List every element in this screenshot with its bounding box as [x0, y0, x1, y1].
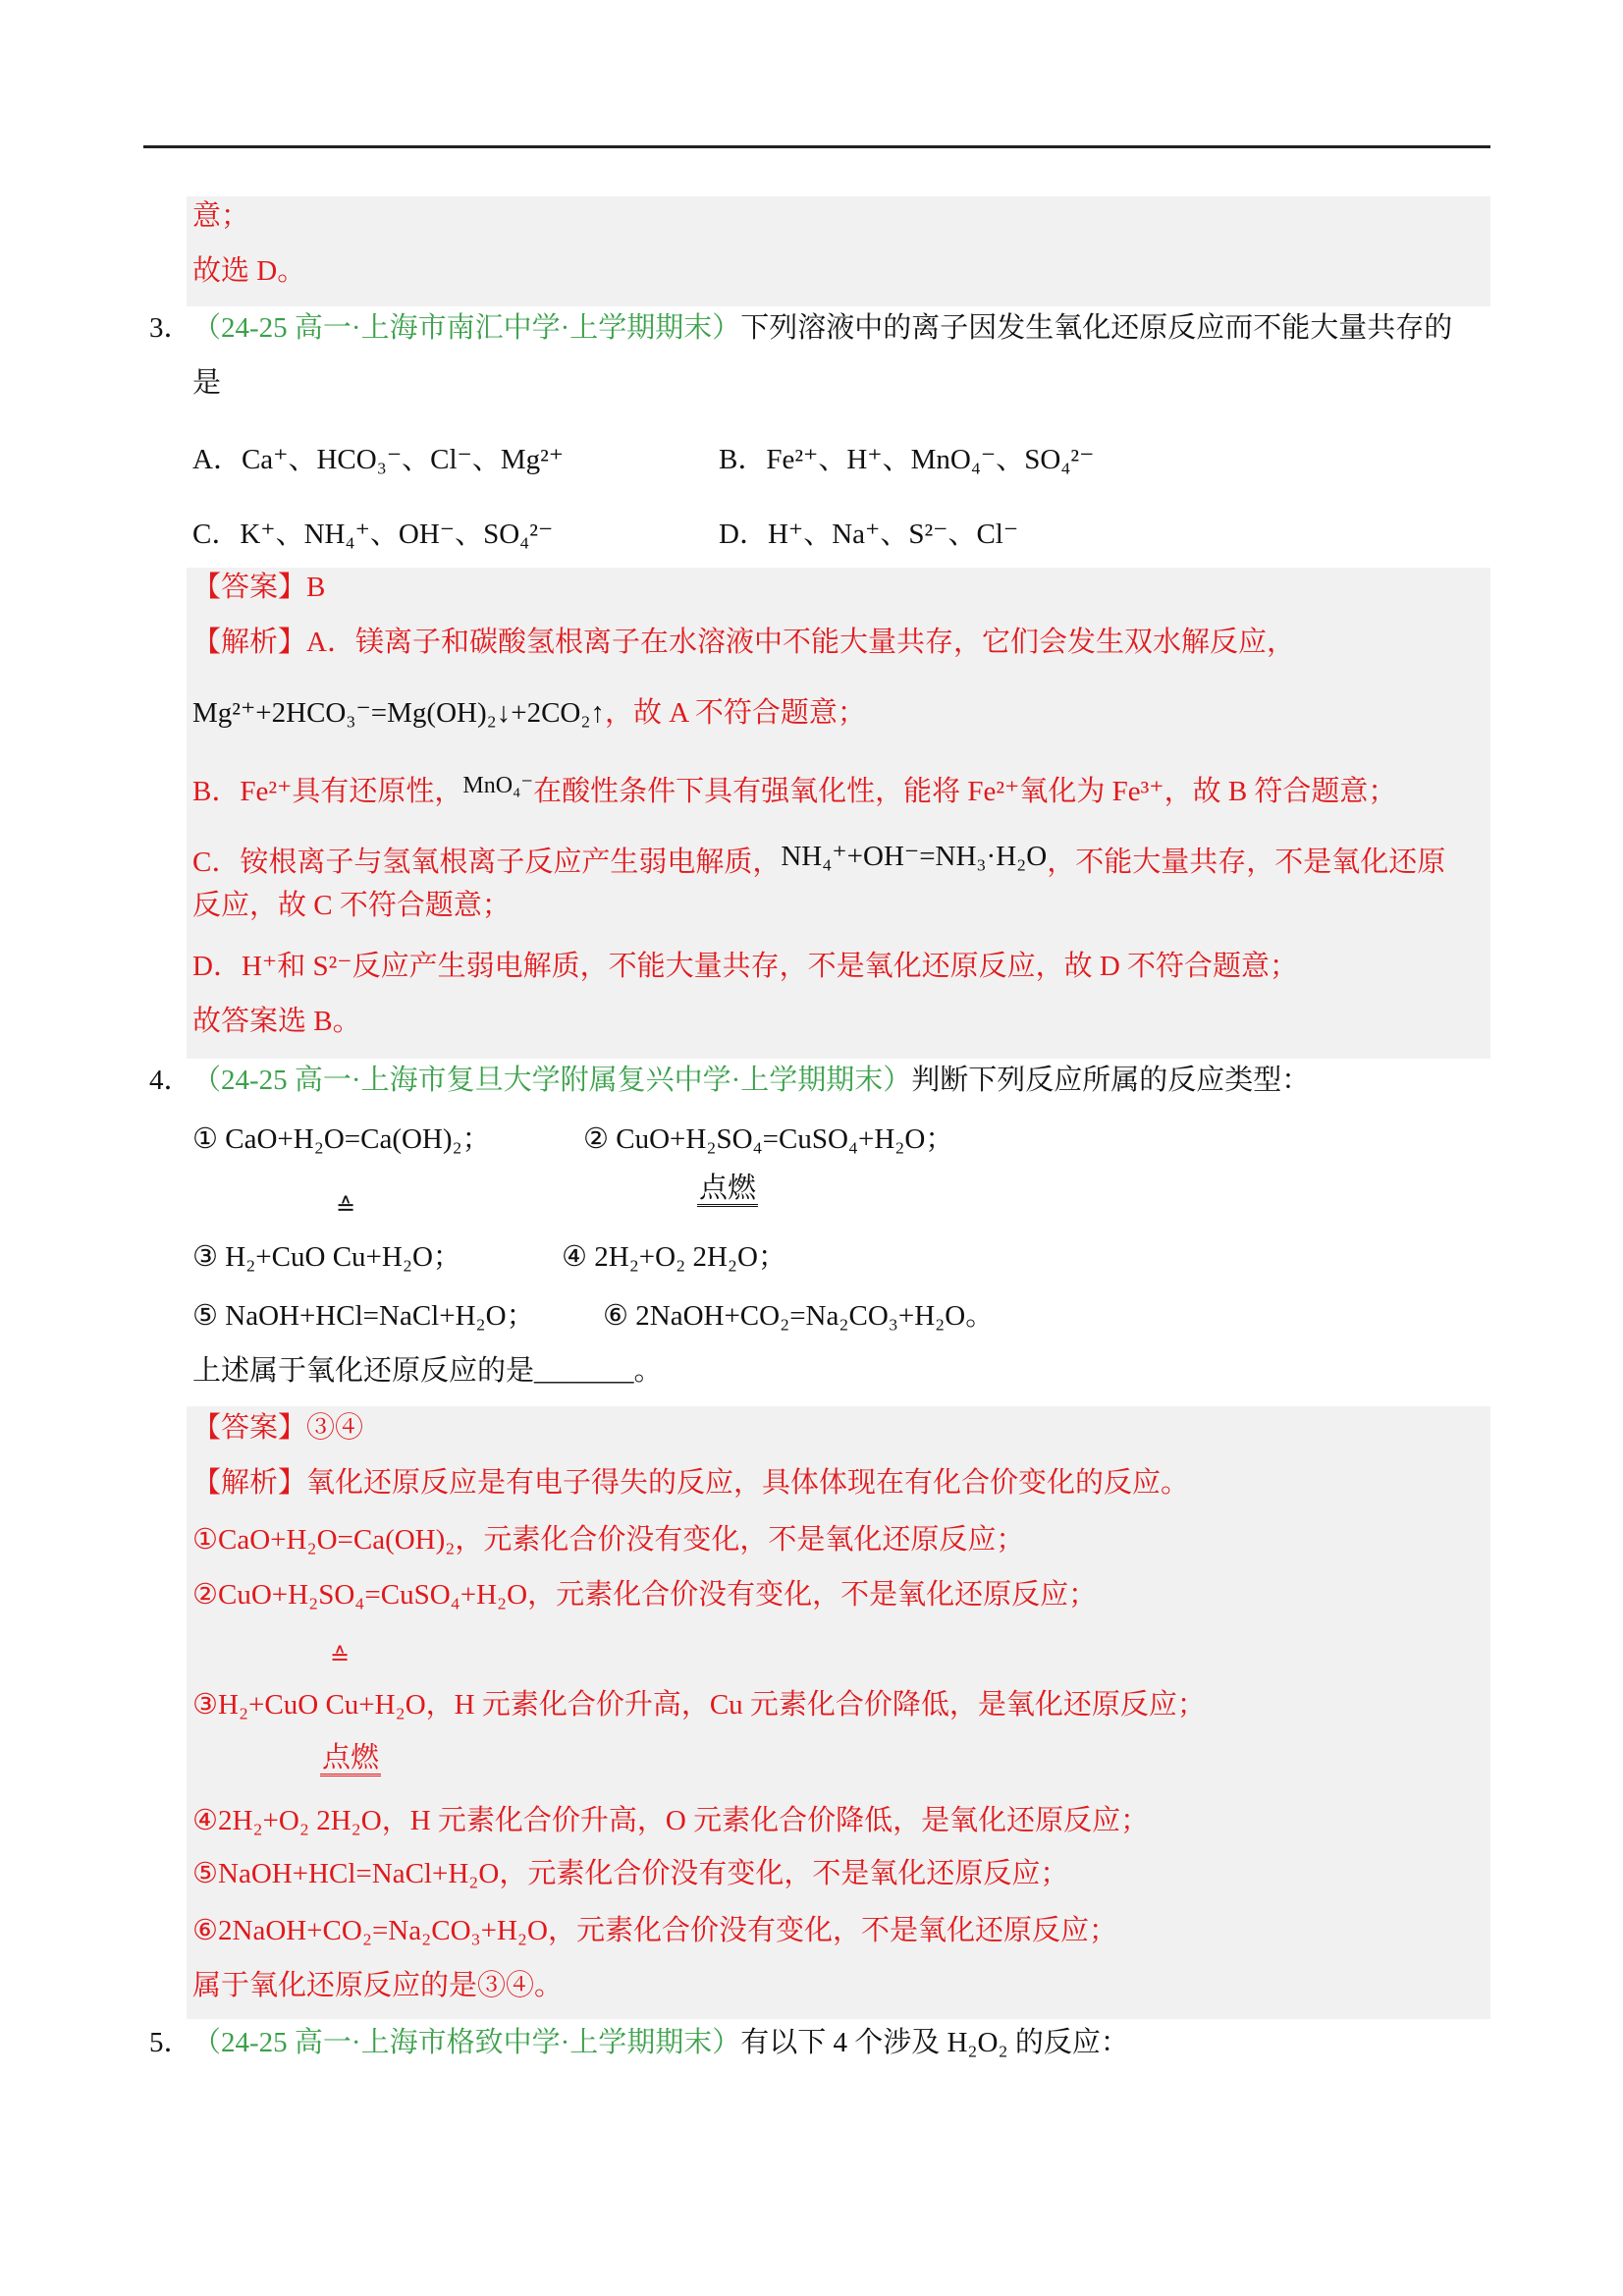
q3-analysis-b-pre: B．Fe²⁺具有还原性， [192, 776, 463, 807]
q3-analysis-a-tail: ，故 A 不符合题意； [605, 697, 866, 729]
q4-reaction-1: ① CaO+H₂O=Ca(OH)₂； [192, 1123, 491, 1155]
q4-blank-question: 上述属于氧化还原反应的是_______。 [192, 1355, 663, 1387]
q3-stem-text: 下列溶液中的离子因发生氧化还原反应而不能大量共存的 [740, 312, 1453, 344]
q3-option-d [719, 517, 1018, 552]
q3-stem [192, 310, 1452, 346]
q3-option-b-label: B． [719, 444, 767, 475]
q3-analysis-c-pre: C．铵根离子与氢氧根离子反应产生弱电解质， [192, 847, 782, 878]
q4-analysis-ignite-condition [320, 1740, 381, 1776]
q3-option-d-text: H⁺、Na⁺、S²⁻、Cl⁻ [767, 519, 1019, 550]
q3-option-d-label: D． [719, 519, 768, 550]
q4-reaction-5: ⑤ NaOH+HCl=NaCl+H₂O； [192, 1300, 535, 1332]
q3-number: 3． [149, 312, 192, 344]
q3-analysis-c-line2: 反应，故 C 不符合题意； [192, 890, 511, 921]
q4-analysis-heat-condition: ≙ [330, 1645, 351, 1670]
q4-answer-value: ③④ [306, 1412, 364, 1444]
q3-analysis-b-ion: MnO₄⁻ [462, 773, 534, 798]
q4-analysis-5: ⑤NaOH+HCl=NaCl+H₂O，元素化合价没有变化，不是氧化还原反应； [192, 1858, 1069, 1889]
q4-answer-label: 【答案】 [192, 1412, 307, 1444]
header-rule [143, 145, 1490, 148]
q3-source: （24-25 高一·上海市南汇中学·上学期期末） [192, 312, 741, 344]
q4-condition-ignite [697, 1171, 758, 1206]
q4-analysis-label: 【解析】 [192, 1467, 307, 1499]
q3-option-c-label: C． [192, 519, 241, 550]
q3-option-c [192, 517, 553, 552]
q4-analysis-3: ③H₂+CuO Cu+H₂O，H 元素化合价升高，Cu 元素化合价降低，是氧化还原反应； [192, 1689, 1206, 1721]
q5-number: 5． [149, 2027, 192, 2058]
q3-analysis-label: 【解析】 [192, 627, 307, 658]
q4-reaction-4: ④ 2H₂+O₂ 2H₂O； [562, 1241, 786, 1273]
q3-analysis-b-post: 在酸性条件下具有强氧化性，能将 Fe²⁺氧化为 Fe³⁺，故 B 符合题意； [533, 776, 1397, 807]
q4-analysis-1: ①CaO+H₂O=Ca(OH)₂，元素化合价没有变化，不是氧化还原反应； [192, 1524, 1025, 1556]
q3-analysis-a [192, 625, 1295, 660]
q3-analysis-c-post: ，不能大量共存，不是氧化还原 [1047, 847, 1446, 878]
q4-analysis-intro-text: 氧化还原反应是有电子得失的反应，具体体现在有化合价变化的反应。 [306, 1467, 1190, 1499]
q4-condition-ignite-text: 点燃 [697, 1173, 758, 1207]
q5-stem [192, 2025, 1129, 2060]
q3-answer [192, 570, 325, 605]
q4-stem-text: 判断下列反应所属的反应类型： [911, 1065, 1311, 1096]
q4-analysis-2: ②CuO+H₂SO₄=CuSO₄+H₂O，元素化合价没有变化，不是氧化还原反应； [192, 1579, 1098, 1611]
q4-source: （24-25 高一·上海市复旦大学附属复兴中学·上学期期末） [192, 1065, 912, 1096]
q3-analysis-b [192, 768, 1396, 809]
prev-line-2: 故选 D。 [192, 255, 306, 287]
q4-reaction-2: ② CuO+H₂SO₄=CuSO₄+H₂O； [583, 1123, 954, 1155]
q4-number: 4． [149, 1065, 192, 1096]
q4-final: 属于氧化还原反应的是③④。 [192, 1970, 564, 2001]
q3-stem-line2: 是 [192, 367, 222, 399]
q3-analysis-a-text: A．镁离子和碳酸氢根离子在水溶液中不能大量共存，它们会发生双水解反应， [306, 627, 1295, 658]
q3-option-a-label: A． [192, 444, 242, 475]
q3-option-b [719, 442, 1094, 477]
q3-analysis-a-eq-line [192, 695, 866, 731]
q3-final: 故答案选 B。 [192, 1006, 361, 1037]
prev-answer-box [187, 196, 1490, 306]
q5-stem-text: 有以下 4 个涉及 H₂O₂ 的反应： [740, 2027, 1129, 2058]
q4-condition-heat: ≙ [336, 1195, 356, 1221]
q4-analysis-ignite-text: 点燃 [320, 1742, 381, 1777]
prev-line-1: 意； [192, 200, 250, 232]
q4-analysis-4: ④2H₂+O₂ 2H₂O，H 元素化合价升高，O 元素化合价降低，是氧化还原反应； [192, 1805, 1150, 1836]
q4-analysis-intro [192, 1465, 1189, 1501]
q4-reaction-6: ⑥ 2NaOH+CO₂=Na₂CO₃+H₂O。 [603, 1300, 995, 1332]
q4-stem [192, 1063, 1310, 1098]
q3-analysis-c [192, 839, 1445, 880]
q3-option-b-text: Fe²⁺、H⁺、MnO₄⁻、SO₄²⁻ [766, 444, 1095, 475]
q3-analysis-d: D．H⁺和 S²⁻反应产生弱电解质，不能大量共存，不是氧化还原反应，故 D 不符合题意； [192, 951, 1299, 982]
q3-option-a-text: Ca⁺、HCO₃⁻、Cl⁻、Mg²⁺ [241, 444, 565, 475]
q3-answer-label: 【答案】 [192, 572, 307, 603]
q3-analysis-c-eq: NH₄⁺+OH⁻=NH₃·H₂O [781, 841, 1048, 872]
q3-option-c-text: K⁺、NH₄⁺、OH⁻、SO₄²⁻ [240, 519, 554, 550]
q4-reaction-3: ③ H₂+CuO Cu+H₂O； [192, 1241, 461, 1273]
q4-analysis-6: ⑥2NaOH+CO₂=Na₂CO₃+H₂O，元素化合价没有变化，不是氧化还原反应； [192, 1915, 1117, 1946]
q3-equation-mg: Mg²⁺+2HCO₃⁻=Mg(OH)₂↓+2CO₂↑ [192, 697, 605, 729]
q5-source: （24-25 高一·上海市格致中学·上学期期末） [192, 2027, 741, 2058]
q4-answer [192, 1410, 363, 1446]
q3-option-a [192, 442, 564, 477]
q3-answer-value: B [306, 572, 326, 603]
